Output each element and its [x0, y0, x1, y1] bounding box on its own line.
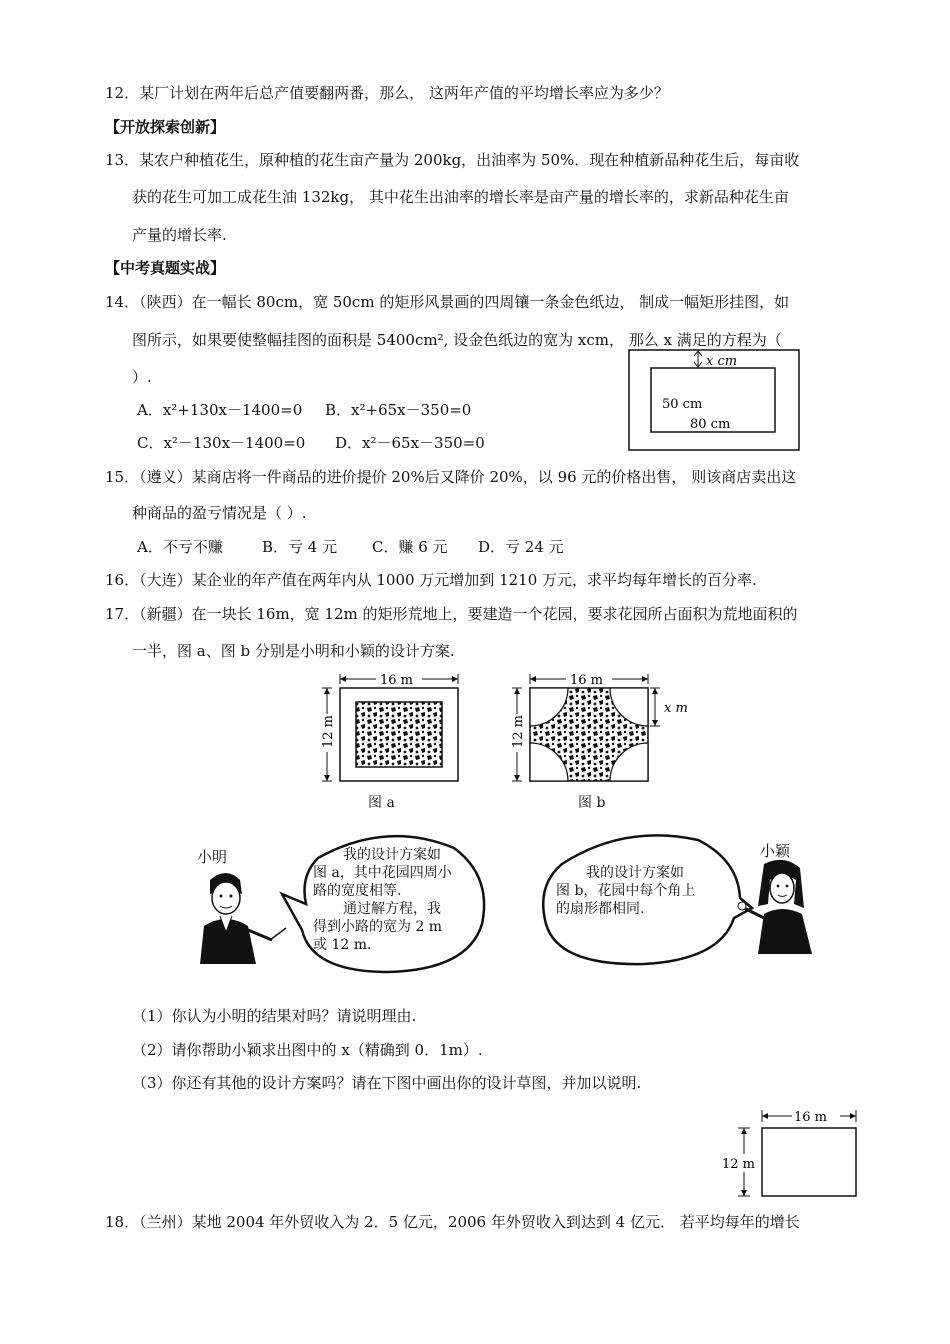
- q15-option-b: B．亏 4 元: [262, 538, 338, 556]
- q17-sub1: （1）你认为小明的结果对吗？请说明理由.: [132, 1007, 417, 1025]
- figure-a: [318, 670, 468, 788]
- xiaoming-name: 小明: [197, 848, 228, 866]
- xiaoying-illustration: [734, 858, 824, 958]
- q18-text: 18．（兰州）某地 2004 年外贸收入为 2．5 亿元，2006 年外贸收入到达到 4 亿元． 若平均每年的增长: [105, 1213, 800, 1231]
- q17-sub2: （2）请你帮助小颖求出图中的 x（精确到 0．1m）.: [132, 1041, 483, 1059]
- q14-line3: ）.: [132, 368, 152, 386]
- fig-a-side-label: 12 m: [321, 714, 336, 748]
- xm-line-1: 我的设计方案如: [343, 847, 441, 863]
- fig-b-x-label: x m: [664, 701, 688, 716]
- q14-length-label: 80 cm: [690, 417, 731, 432]
- q13-line3: 产量的增长率.: [132, 226, 227, 244]
- q14-option-d: D．x²－65x－350=0: [335, 434, 485, 452]
- xm-line-4: 通过解方程，我: [343, 901, 441, 917]
- q14-line1: 14．（陕西）在一幅长 80cm，宽 50cm 的矩形风景画的四周镶一条金色纸边， 制成一幅矩形挂图，如: [105, 293, 790, 311]
- q15-line2: 种商品的盈亏情况是（ ）.: [132, 504, 307, 522]
- fig-b-caption: 图 b: [578, 795, 606, 811]
- fig-a-top-label: 16 m: [380, 673, 414, 688]
- q14-option-a: A．x²+130x－1400=0: [137, 401, 303, 419]
- q17-line2: 一半，图 a、图 b 分别是小明和小颖的设计方案.: [132, 642, 455, 660]
- xm-line-2: 图 a，其中花园四周小: [313, 865, 452, 881]
- figure-b: [508, 670, 708, 788]
- q15-option-d: D．亏 24 元: [478, 538, 564, 556]
- q17-sub3: （3）你还有其他的设计方案吗？请在下图中画出你的设计草图，并加以说明.: [132, 1074, 642, 1092]
- fig-c-side-label: 12 m: [722, 1157, 756, 1172]
- xm-line-6: 或 12 m.: [313, 937, 372, 953]
- xy-line-3: 的扇形都相同.: [556, 901, 645, 917]
- q15-option-c: C．赚 6 元: [372, 538, 448, 556]
- q16-text: 16．（大连）某企业的年产值在两年内从 1000 万元增加到 1210 万元，求平均每年增长的百分率.: [105, 571, 757, 589]
- xy-line-1: 我的设计方案如: [586, 865, 684, 881]
- xy-line-2: 图 b，花园中每个角上: [556, 883, 696, 899]
- q14-line2: 图所示，如果要使整幅挂图的面积是 5400cm², 设金色纸边的宽为 xcm， 那么 x 满足的方程为（: [132, 331, 782, 349]
- q13-line2: 获的花生可加工成花生油 132kg， 其中花生出油率的增长率是亩产量的增长率的，求新品种花生亩: [132, 188, 789, 206]
- xiaoying-name: 小颖: [760, 842, 791, 860]
- q15-option-a: A．不亏不赚: [137, 538, 223, 556]
- q17-line1: 17．（新疆）在一块长 16m，宽 12m 的矩形荒地上，要建造一个花园，要求花园所占面积为荒地面积的: [105, 605, 798, 623]
- q13-line1: 13．某农户种植花生，原种植的花生亩产量为 200kg，出油率为 50%．现在种植新品种花生后，每亩收: [105, 151, 800, 169]
- fig-a-caption: 图 a: [368, 795, 395, 811]
- section-heading-exam: 【中考真题实战】: [105, 259, 226, 277]
- xiaoying-bubble-text: [548, 864, 695, 918]
- q15-line1: 15．（遵义）某商店将一件商品的进价提价 20%后又降价 20%，以 96 元的价格出售， 则该商店卖出这: [105, 468, 797, 486]
- section-heading-open: 【开放探索创新】: [105, 118, 226, 136]
- fig-b-top-label: 16 m: [570, 673, 604, 688]
- q12-text: 12．某厂计划在两年后总产值要翻两番，那么， 这两年产值的平均增长率应为多少？: [105, 84, 669, 102]
- q14-width-label: 50 cm: [662, 397, 703, 412]
- q14-option-b: B．x²+65x－350=0: [325, 401, 472, 419]
- q14-frame-figure: [628, 348, 800, 452]
- fig-c-top-label: 16 m: [794, 1110, 828, 1125]
- xiaoming-illustration: [180, 868, 290, 968]
- xm-line-5: 得到小路的宽为 2 m: [313, 919, 443, 935]
- xm-line-3: 路的宽度相等.: [313, 883, 402, 899]
- figure-blank-design: [718, 1106, 868, 1202]
- xiaoming-bubble-text: [296, 846, 452, 954]
- q14-option-c: C．x²－130x－1400=0: [137, 434, 306, 452]
- q14-x-label: x cm: [706, 354, 738, 369]
- fig-b-side-label: 12 m: [511, 714, 526, 748]
